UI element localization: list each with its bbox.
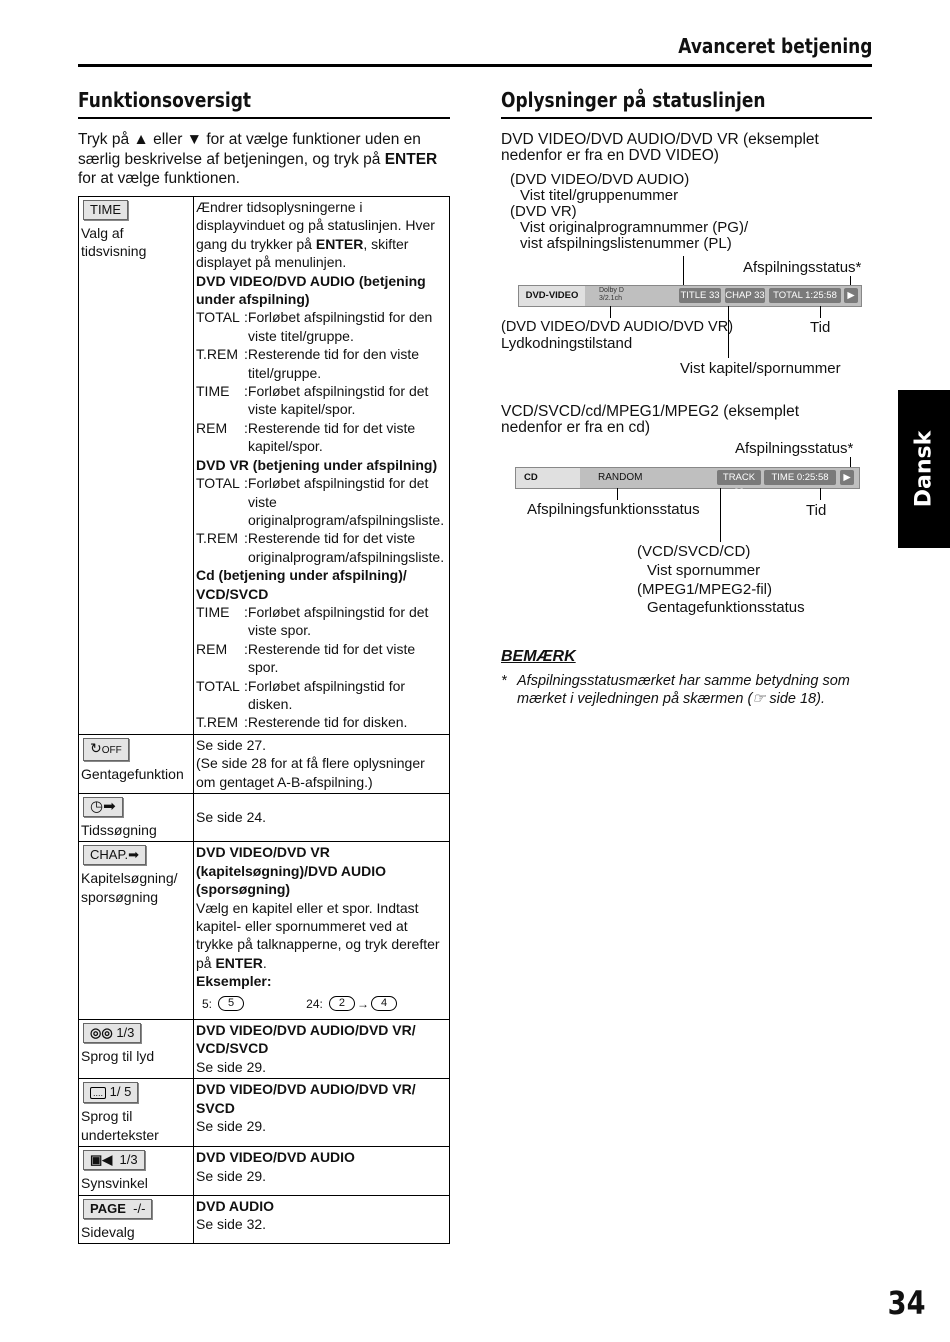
table-row-repeat [79,734,450,793]
cd-status-bar [515,467,860,498]
callout-line [683,256,684,286]
table-row-chapter [79,842,450,1020]
up-triangle-icon: ▲ [133,131,149,148]
row-subheading: Cd (betjening under afspilning)/ VCD/SVCD [196,567,407,602]
arrow-icon: ➡ [128,847,139,863]
dvd-label-title-number: Vist titel/gruppenummer [520,187,679,204]
term-row [196,713,447,731]
cd-label-track: Vist spornummer [647,562,761,579]
note-text: * Afspilningsstatusmærket har samme betydning som mærket i vejledningen på skærmen (☞ side 18). [501,673,850,707]
row-subheading: DVD VR (betjening under afspilning) [196,456,438,473]
page-number: 34 [888,1284,926,1322]
note-title: BEMÆRK [501,648,576,665]
right-section-title: Oplysninger på statuslinjen [501,88,766,112]
row-subheading: DVD VIDEO/DVD AUDIO (betjening under afspilning) [196,272,426,308]
arrow-icon: → [356,996,369,1011]
row-subheading: DVD AUDIO [196,1197,275,1214]
row-label: Synsvinkel [81,1175,148,1192]
term-list [196,308,447,455]
callout-line [820,306,821,318]
number-key: 4 [371,996,397,1011]
language-tab: Dansk [898,390,950,548]
elapsed-time: TIME 0:25:58 [764,470,836,485]
playback-mode: RANDOM [598,472,643,483]
chapter-osd-icon: CHAP.➡ [83,845,146,865]
audio-osd-icon: ◎◎ 1/3 [83,1023,141,1043]
cd-label-repeat-status: Gentagefunktionsstatus [647,599,805,616]
left-intro: Tryk på ▲ eller ▼ for at vælge funktioner uden en særlig beskrivelse af betjeningen, og tryk på ENTER for at vælge funktionen. [78,131,438,187]
number-key: 5 [218,996,244,1011]
dvd-label-pg: Vist originalprogramnummer (PG)/ [520,219,749,236]
table-row-page [79,1195,450,1243]
row-label: Sprog til undertekster [81,1108,159,1143]
number-key: 2 [329,996,355,1011]
disc-type: DVD-VIDEO [519,286,585,306]
chapter-title: Avanceret betjening [677,34,872,58]
term-value: :Forløbet afspilningstid for det viste spor. [244,603,429,639]
dvd-label-vr: (DVD VR) [510,203,577,220]
row-description: Se side 24. [196,809,267,825]
term-value: :Forløbet afspilningstid for det viste originalprogram/afspilningsliste. [244,475,445,528]
term-key: TIME [196,603,230,620]
dvd-label-playback-status: Afspilningsstatus* [743,259,862,276]
right-section-rule [501,117,872,119]
callout-line [610,306,611,318]
repeat-icon: ↻ [90,739,102,756]
term-row [196,640,447,677]
dvd-status-bar [518,285,862,307]
term-list [196,474,447,566]
term-row [196,382,447,419]
term-key: TOTAL [196,309,240,326]
row-label: Kapitelsøgning/ sporsøgning [81,870,178,905]
page-osd-icon: PAGE -/- [83,1199,152,1219]
row-subheading: DVD VIDEO/DVD AUDIO/DVD VR/ SVCD [196,1081,416,1116]
term-value: :Resterende tid for den viste titel/gruppe. [244,346,420,381]
table-row-time [79,197,450,735]
term-value: :Resterende tid for det viste originalprogram/afspilningsliste. [244,530,445,565]
subtitle-icon: .... [90,1087,106,1099]
chapter-number: CHAP 33 [725,290,765,301]
function-table [78,196,450,1244]
row-description: Vælg en kapitel eller et spor. Indtast kapitel- eller spornummeret ved at trykke på talknapperne, og tryk derefter på ENTER. [196,899,440,971]
play-icon: ▶ [840,470,854,485]
term-key: T.REM [196,530,238,547]
repeat-osd-icon: ↻OFF [83,738,129,761]
examples: 5: 5 24: 2 → 4 [202,995,447,1013]
row-description: Se side 29. [196,1118,267,1135]
dvd-label-codec: Lydkodningstilstand [501,335,633,352]
header-rule [78,64,872,67]
table-row-angle [79,1147,450,1195]
cd-label-mpeg: (MPEG1/MPEG2-fil) [637,581,773,598]
row-label: Tidssøgning [81,822,157,838]
row-subheading: DVD VIDEO/DVD AUDIO/DVD VR/ VCD/SVCD [196,1022,416,1057]
table-row-subtitle [79,1079,450,1147]
callout-line [720,488,721,542]
cd-label-playback-status: Afspilningsstatus* [735,440,854,457]
row-description: Se side 27. [196,736,267,753]
dvd-label-pl: vist afspilningslistenummer (PL) [520,235,732,252]
row-label: Gentagefunktion [81,765,184,782]
term-row [196,474,447,529]
cd-label-time: Tid [806,502,827,519]
term-key: T.REM [196,346,238,363]
term-key: TIME [196,383,230,400]
row-description: Ændrer tidsoplysningerne i displayvinduet og på statuslinjen. Hver gang du trykker på ENTER, skifter displayet på menulinjen. [196,199,435,271]
row-description: Se side 32. [196,1215,267,1232]
subtitle-osd-icon: .... 1/ 5 [83,1082,138,1103]
left-section-rule [78,117,450,119]
row-subheading: DVD VIDEO/DVD VR (kapitelsøgning)/DVD AUDIO (sporsøgning) [196,844,387,898]
clock-arrow-icon: ◷➡ [83,797,123,817]
examples-heading: Eksempler: [196,973,272,990]
table-row-timesearch [79,794,450,842]
dvd-label-chapter: Vist kapitel/spornummer [680,360,841,377]
term-key: TOTAL [196,677,240,694]
term-row [196,419,447,456]
term-value: :Forløbet afspilningstid for den viste titel/gruppe. [244,309,433,344]
term-key: T.REM [196,714,238,731]
row-label: Valg af tidsvisning [81,225,147,260]
table-row-audio [79,1020,450,1079]
term-value: :Forløbet afspilningstid for det viste kapitel/spor. [244,383,429,418]
dvd-label-title-group: (DVD VIDEO/DVD AUDIO) [510,171,690,188]
dvd-label-time: Tid [810,319,831,336]
row-subheading: DVD VIDEO/DVD AUDIO [196,1149,355,1166]
dvd-label-codec-discs: (DVD VIDEO/DVD AUDIO/DVD VR) [501,319,734,335]
cd-intro: VCD/SVCD/cd/MPEG1/MPEG2 (eksemplet nedenfor er fra en cd) [501,403,800,436]
track-number: TRACK 33 [717,470,761,485]
term-value: :Resterende tid for det viste spor. [244,640,416,676]
term-value: :Forløbet afspilningstid for disken. [244,677,406,712]
cd-label-discs: (VCD/SVCD/CD) [637,543,751,560]
term-list [196,603,447,732]
term-row [196,677,447,714]
term-row [196,308,447,345]
dvd-intro: DVD VIDEO/DVD AUDIO/DVD VR (eksemplet nedenfor er fra en DVD VIDEO) [501,131,819,164]
row-description: Se side 29. [196,1167,267,1184]
camera-icon: ▣◀ [90,1152,113,1168]
term-row [196,529,447,566]
cd-label-function-status: Afspilningsfunktionsstatus [527,501,700,518]
term-row [196,603,447,640]
callout-line [617,488,618,500]
time-osd-icon: TIME [83,200,128,220]
down-triangle-icon: ▼ [186,131,203,148]
audio-format: Dolby D 3/2.1ch [599,287,624,302]
title-number: TITLE 33 [680,290,720,301]
term-key: REM [196,419,228,436]
left-section-title: Funktionsoversigt [78,88,252,112]
term-key: TOTAL [196,475,240,492]
play-icon: ▶ [844,288,858,303]
row-label: Sprog til lyd [81,1048,155,1065]
angle-osd-icon: ▣◀ 1/3 [83,1150,145,1170]
term-key: REM [196,640,228,657]
term-value: :Resterende tid for det viste kapitel/spor. [244,419,416,455]
term-row [196,345,447,382]
disc-type: CD [516,468,580,488]
row-description: (Se side 28 for at få flere oplysninger om gentaget A-B-afspilning.) [196,755,425,790]
pointing-hand-icon: ☞ [752,691,766,707]
total-time: TOTAL 1:25:58 [769,288,841,303]
callout-line [820,488,821,500]
row-description: Se side 29. [196,1058,267,1075]
audio-track-icon: ◎◎ [90,1025,113,1041]
row-label: Sidevalg [81,1223,135,1240]
term-value: :Resterende tid for disken. [244,714,408,731]
